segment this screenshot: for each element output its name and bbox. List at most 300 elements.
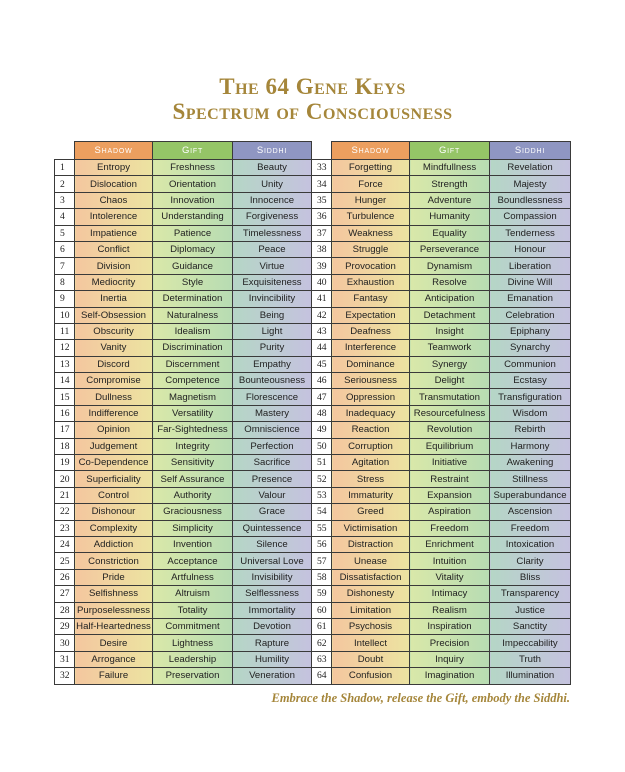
table-row: [55, 356, 571, 372]
key-number: 58: [312, 569, 332, 585]
table-row: [55, 160, 571, 176]
shadow-cell: Dislocation: [75, 176, 153, 192]
table-row: [55, 389, 571, 405]
key-number: 64: [312, 668, 332, 684]
key-number: 56: [312, 536, 332, 552]
table-row: [55, 504, 571, 520]
shadow-cell: Agitation: [332, 455, 410, 471]
gift-cell: Initiative: [410, 455, 490, 471]
siddhi-cell: Honour: [490, 241, 571, 257]
header-blank-right: [312, 142, 332, 160]
siddhi-cell: Boundlessness: [490, 192, 571, 208]
key-number: 49: [312, 422, 332, 438]
table-row: [55, 422, 571, 438]
siddhi-cell: Awakening: [490, 455, 571, 471]
shadow-cell: Judgement: [75, 438, 153, 454]
key-number: 25: [55, 553, 75, 569]
siddhi-cell: Stillness: [490, 471, 571, 487]
header-gift-left: Gift: [153, 142, 233, 160]
shadow-cell: Impatience: [75, 225, 153, 241]
shadow-cell: Opinion: [75, 422, 153, 438]
key-number: 36: [312, 209, 332, 225]
gift-cell: Freedom: [410, 520, 490, 536]
key-number: 13: [55, 356, 75, 372]
key-number: 54: [312, 504, 332, 520]
page-title-line1: The 64 Gene Keys: [219, 74, 406, 99]
siddhi-cell: Universal Love: [233, 553, 312, 569]
table-row: [55, 586, 571, 602]
shadow-cell: Failure: [75, 668, 153, 684]
shadow-cell: Fantasy: [332, 291, 410, 307]
shadow-cell: Intolerence: [75, 209, 153, 225]
shadow-cell: Entropy: [75, 160, 153, 176]
gift-cell: Simplicity: [153, 520, 233, 536]
siddhi-cell: Transparency: [490, 586, 571, 602]
key-number: 63: [312, 651, 332, 667]
table-row: [55, 536, 571, 552]
shadow-cell: Weakness: [332, 225, 410, 241]
siddhi-cell: Devotion: [233, 618, 312, 634]
table-row: [55, 602, 571, 618]
siddhi-cell: Omniscience: [233, 422, 312, 438]
gift-cell: Strength: [410, 176, 490, 192]
table-row: [55, 618, 571, 634]
key-number: 4: [55, 209, 75, 225]
table-row: [55, 553, 571, 569]
gift-cell: Graciousness: [153, 504, 233, 520]
shadow-cell: Dissatisfaction: [332, 569, 410, 585]
shadow-cell: Inertia: [75, 291, 153, 307]
siddhi-cell: Intoxication: [490, 536, 571, 552]
key-number: 22: [55, 504, 75, 520]
gift-cell: Determination: [153, 291, 233, 307]
key-number: 59: [312, 586, 332, 602]
table-row: [55, 471, 571, 487]
gift-cell: Preservation: [153, 668, 233, 684]
header-shadow-left: Shadow: [75, 142, 153, 160]
table-row: [55, 668, 571, 684]
siddhi-cell: Beauty: [233, 160, 312, 176]
header-gift-right: Gift: [410, 142, 490, 160]
key-number: 11: [55, 323, 75, 339]
shadow-cell: Reaction: [332, 422, 410, 438]
gift-cell: Leadership: [153, 651, 233, 667]
shadow-cell: Interference: [332, 340, 410, 356]
shadow-cell: Obscurity: [75, 323, 153, 339]
shadow-cell: Dominance: [332, 356, 410, 372]
gift-cell: Totality: [153, 602, 233, 618]
header-siddhi-right: Siddhi: [490, 142, 571, 160]
shadow-cell: Division: [75, 258, 153, 274]
key-number: 42: [312, 307, 332, 323]
gift-cell: Style: [153, 274, 233, 290]
siddhi-cell: Selflessness: [233, 586, 312, 602]
shadow-cell: Addiction: [75, 536, 153, 552]
table-row: [55, 258, 571, 274]
siddhi-cell: Presence: [233, 471, 312, 487]
siddhi-cell: Ecstasy: [490, 373, 571, 389]
key-number: 7: [55, 258, 75, 274]
key-number: 45: [312, 356, 332, 372]
gift-cell: Diplomacy: [153, 241, 233, 257]
key-number: 5: [55, 225, 75, 241]
gift-cell: Idealism: [153, 323, 233, 339]
siddhi-cell: Light: [233, 323, 312, 339]
shadow-cell: Limitation: [332, 602, 410, 618]
gift-cell: Orientation: [153, 176, 233, 192]
siddhi-cell: Being: [233, 307, 312, 323]
siddhi-cell: Sanctity: [490, 618, 571, 634]
siddhi-cell: Transfiguration: [490, 389, 571, 405]
table-row: [55, 438, 571, 454]
table-row: [55, 225, 571, 241]
shadow-cell: Indifference: [75, 405, 153, 421]
siddhi-cell: Bliss: [490, 569, 571, 585]
gift-cell: Lightness: [153, 635, 233, 651]
header-blank-left: [55, 142, 75, 160]
key-number: 40: [312, 274, 332, 290]
gift-cell: Altruism: [153, 586, 233, 602]
gift-cell: Synergy: [410, 356, 490, 372]
siddhi-cell: Empathy: [233, 356, 312, 372]
table-header-row: [55, 142, 571, 160]
siddhi-cell: Divine Will: [490, 274, 571, 290]
shadow-cell: Inadequacy: [332, 405, 410, 421]
key-number: 57: [312, 553, 332, 569]
gift-cell: Resolve: [410, 274, 490, 290]
gift-cell: Understanding: [153, 209, 233, 225]
siddhi-cell: Ascension: [490, 504, 571, 520]
key-number: 44: [312, 340, 332, 356]
siddhi-cell: Justice: [490, 602, 571, 618]
shadow-cell: Seriousness: [332, 373, 410, 389]
siddhi-cell: Quintessence: [233, 520, 312, 536]
shadow-cell: Complexity: [75, 520, 153, 536]
gift-cell: Versatility: [153, 405, 233, 421]
key-number: 34: [312, 176, 332, 192]
key-number: 55: [312, 520, 332, 536]
siddhi-cell: Majesty: [490, 176, 571, 192]
table-row: [55, 373, 571, 389]
siddhi-cell: Mastery: [233, 405, 312, 421]
gene-keys-table: [54, 141, 571, 685]
siddhi-cell: Compassion: [490, 209, 571, 225]
gift-cell: Inspiration: [410, 618, 490, 634]
table-row: [55, 176, 571, 192]
table-row: [55, 635, 571, 651]
shadow-cell: Intellect: [332, 635, 410, 651]
shadow-cell: Hunger: [332, 192, 410, 208]
gift-cell: Anticipation: [410, 291, 490, 307]
key-number: 27: [55, 586, 75, 602]
siddhi-cell: Invisibility: [233, 569, 312, 585]
gift-cell: Vitality: [410, 569, 490, 585]
siddhi-cell: Grace: [233, 504, 312, 520]
gift-cell: Aspiration: [410, 504, 490, 520]
table-row: [55, 340, 571, 356]
siddhi-cell: Celebration: [490, 307, 571, 323]
gift-cell: Mindfullness: [410, 160, 490, 176]
gift-cell: Inquiry: [410, 651, 490, 667]
shadow-cell: Struggle: [332, 241, 410, 257]
shadow-cell: Self-Obsession: [75, 307, 153, 323]
table-row: [55, 291, 571, 307]
gift-cell: Authority: [153, 487, 233, 503]
gift-cell: Precision: [410, 635, 490, 651]
shadow-cell: Unease: [332, 553, 410, 569]
gift-cell: Discrimination: [153, 340, 233, 356]
gift-cell: Enrichment: [410, 536, 490, 552]
siddhi-cell: Unity: [233, 176, 312, 192]
shadow-cell: Force: [332, 176, 410, 192]
key-number: 1: [55, 160, 75, 176]
table-row: [55, 307, 571, 323]
siddhi-cell: Peace: [233, 241, 312, 257]
shadow-cell: Distraction: [332, 536, 410, 552]
shadow-cell: Half-Heartedness: [75, 618, 153, 634]
table-row: [55, 520, 571, 536]
gift-cell: Dynamism: [410, 258, 490, 274]
key-number: 23: [55, 520, 75, 536]
shadow-cell: Immaturity: [332, 487, 410, 503]
siddhi-cell: Communion: [490, 356, 571, 372]
shadow-cell: Expectation: [332, 307, 410, 323]
shadow-cell: Dishonour: [75, 504, 153, 520]
key-number: 19: [55, 455, 75, 471]
gift-cell: Humanity: [410, 209, 490, 225]
siddhi-cell: Immortality: [233, 602, 312, 618]
key-number: 26: [55, 569, 75, 585]
table-body: [55, 160, 571, 685]
key-number: 12: [55, 340, 75, 356]
shadow-cell: Desire: [75, 635, 153, 651]
siddhi-cell: Harmony: [490, 438, 571, 454]
shadow-cell: Conflict: [75, 241, 153, 257]
gift-cell: Intuition: [410, 553, 490, 569]
table-row: [55, 455, 571, 471]
key-number: 61: [312, 618, 332, 634]
gift-cell: Invention: [153, 536, 233, 552]
gift-cell: Discernment: [153, 356, 233, 372]
key-number: 21: [55, 487, 75, 503]
gift-cell: Transmutation: [410, 389, 490, 405]
siddhi-cell: Superabundance: [490, 487, 571, 503]
table-row: [55, 487, 571, 503]
key-number: 60: [312, 602, 332, 618]
key-number: 24: [55, 536, 75, 552]
key-number: 14: [55, 373, 75, 389]
key-number: 38: [312, 241, 332, 257]
shadow-cell: Purposelessness: [75, 602, 153, 618]
key-number: 47: [312, 389, 332, 405]
key-number: 51: [312, 455, 332, 471]
shadow-cell: Exhaustion: [332, 274, 410, 290]
gift-cell: Naturalness: [153, 307, 233, 323]
key-number: 16: [55, 405, 75, 421]
gift-cell: Detachment: [410, 307, 490, 323]
shadow-cell: Forgetting: [332, 160, 410, 176]
gift-cell: Insight: [410, 323, 490, 339]
shadow-cell: Chaos: [75, 192, 153, 208]
header-siddhi-left: Siddhi: [233, 142, 312, 160]
siddhi-cell: Emanation: [490, 291, 571, 307]
shadow-cell: Victimisation: [332, 520, 410, 536]
gift-cell: Teamwork: [410, 340, 490, 356]
shadow-cell: Compromise: [75, 373, 153, 389]
key-number: 28: [55, 602, 75, 618]
key-number: 30: [55, 635, 75, 651]
shadow-cell: Discord: [75, 356, 153, 372]
siddhi-cell: Forgiveness: [233, 209, 312, 225]
gift-cell: Realism: [410, 602, 490, 618]
table-row: [55, 241, 571, 257]
siddhi-cell: Invincibility: [233, 291, 312, 307]
key-number: 17: [55, 422, 75, 438]
gift-cell: Guidance: [153, 258, 233, 274]
key-number: 35: [312, 192, 332, 208]
shadow-cell: Mediocrity: [75, 274, 153, 290]
siddhi-cell: Veneration: [233, 668, 312, 684]
siddhi-cell: Wisdom: [490, 405, 571, 421]
gift-cell: Perseverance: [410, 241, 490, 257]
siddhi-cell: Illumination: [490, 668, 571, 684]
siddhi-cell: Clarity: [490, 553, 571, 569]
shadow-cell: Co-Dependence: [75, 455, 153, 471]
gift-cell: Imagination: [410, 668, 490, 684]
shadow-cell: Arrogance: [75, 651, 153, 667]
gift-cell: Patience: [153, 225, 233, 241]
siddhi-cell: Revelation: [490, 160, 571, 176]
key-number: 37: [312, 225, 332, 241]
gift-cell: Magnetism: [153, 389, 233, 405]
siddhi-cell: Synarchy: [490, 340, 571, 356]
gift-cell: Commitment: [153, 618, 233, 634]
siddhi-cell: Purity: [233, 340, 312, 356]
key-number: 48: [312, 405, 332, 421]
siddhi-cell: Humility: [233, 651, 312, 667]
gift-cell: Restraint: [410, 471, 490, 487]
gift-cell: Innovation: [153, 192, 233, 208]
gift-cell: Delight: [410, 373, 490, 389]
gift-cell: Revolution: [410, 422, 490, 438]
key-number: 52: [312, 471, 332, 487]
siddhi-cell: Impeccability: [490, 635, 571, 651]
key-number: 32: [55, 668, 75, 684]
key-number: 9: [55, 291, 75, 307]
siddhi-cell: Innocence: [233, 192, 312, 208]
gift-cell: Competence: [153, 373, 233, 389]
shadow-cell: Provocation: [332, 258, 410, 274]
gift-cell: Resourcefulness: [410, 405, 490, 421]
gift-cell: Intimacy: [410, 586, 490, 602]
key-number: 6: [55, 241, 75, 257]
gift-cell: Artfulness: [153, 569, 233, 585]
siddhi-cell: Valour: [233, 487, 312, 503]
table-row: [55, 209, 571, 225]
table-row: [55, 405, 571, 421]
siddhi-cell: Freedom: [490, 520, 571, 536]
tagline: Embrace the Shadow, release the Gift, embody the Siddhi.: [271, 691, 570, 705]
shadow-cell: Control: [75, 487, 153, 503]
key-number: 20: [55, 471, 75, 487]
key-number: 33: [312, 160, 332, 176]
shadow-cell: Oppression: [332, 389, 410, 405]
key-number: 46: [312, 373, 332, 389]
key-number: 41: [312, 291, 332, 307]
shadow-cell: Greed: [332, 504, 410, 520]
shadow-cell: Deafness: [332, 323, 410, 339]
siddhi-cell: Exquisiteness: [233, 274, 312, 290]
table-row: [55, 651, 571, 667]
gift-cell: Adventure: [410, 192, 490, 208]
key-number: 3: [55, 192, 75, 208]
siddhi-cell: Bounteousness: [233, 373, 312, 389]
siddhi-cell: Tenderness: [490, 225, 571, 241]
shadow-cell: Dishonesty: [332, 586, 410, 602]
gift-cell: Integrity: [153, 438, 233, 454]
siddhi-cell: Sacrifice: [233, 455, 312, 471]
key-number: 10: [55, 307, 75, 323]
key-number: 29: [55, 618, 75, 634]
shadow-cell: Turbulence: [332, 209, 410, 225]
table-row: [55, 569, 571, 585]
shadow-cell: Dullness: [75, 389, 153, 405]
key-number: 62: [312, 635, 332, 651]
gift-cell: Expansion: [410, 487, 490, 503]
siddhi-cell: Epiphany: [490, 323, 571, 339]
gift-cell: Sensitivity: [153, 455, 233, 471]
siddhi-cell: Perfection: [233, 438, 312, 454]
shadow-cell: Pride: [75, 569, 153, 585]
siddhi-cell: Silence: [233, 536, 312, 552]
gift-cell: Acceptance: [153, 553, 233, 569]
siddhi-cell: Truth: [490, 651, 571, 667]
shadow-cell: Corruption: [332, 438, 410, 454]
gift-cell: Freshness: [153, 160, 233, 176]
key-number: 8: [55, 274, 75, 290]
key-number: 15: [55, 389, 75, 405]
shadow-cell: Selfishness: [75, 586, 153, 602]
page-title-line2: Spectrum of Consciousness: [172, 99, 453, 124]
siddhi-cell: Timelessness: [233, 225, 312, 241]
key-number: 31: [55, 651, 75, 667]
shadow-cell: Confusion: [332, 668, 410, 684]
header-shadow-right: Shadow: [332, 142, 410, 160]
table-row: [55, 274, 571, 290]
shadow-cell: Superficiality: [75, 471, 153, 487]
shadow-cell: Vanity: [75, 340, 153, 356]
shadow-cell: Constriction: [75, 553, 153, 569]
gift-cell: Far-Sightedness: [153, 422, 233, 438]
siddhi-cell: Liberation: [490, 258, 571, 274]
gift-cell: Equality: [410, 225, 490, 241]
key-number: 2: [55, 176, 75, 192]
shadow-cell: Stress: [332, 471, 410, 487]
shadow-cell: Psychosis: [332, 618, 410, 634]
siddhi-cell: Virtue: [233, 258, 312, 274]
siddhi-cell: Rebirth: [490, 422, 571, 438]
gift-cell: Equilibrium: [410, 438, 490, 454]
siddhi-cell: Rapture: [233, 635, 312, 651]
table-row: [55, 323, 571, 339]
key-number: 43: [312, 323, 332, 339]
key-number: 18: [55, 438, 75, 454]
gift-cell: Self Assurance: [153, 471, 233, 487]
shadow-cell: Doubt: [332, 651, 410, 667]
siddhi-cell: Florescence: [233, 389, 312, 405]
key-number: 50: [312, 438, 332, 454]
key-number: 53: [312, 487, 332, 503]
